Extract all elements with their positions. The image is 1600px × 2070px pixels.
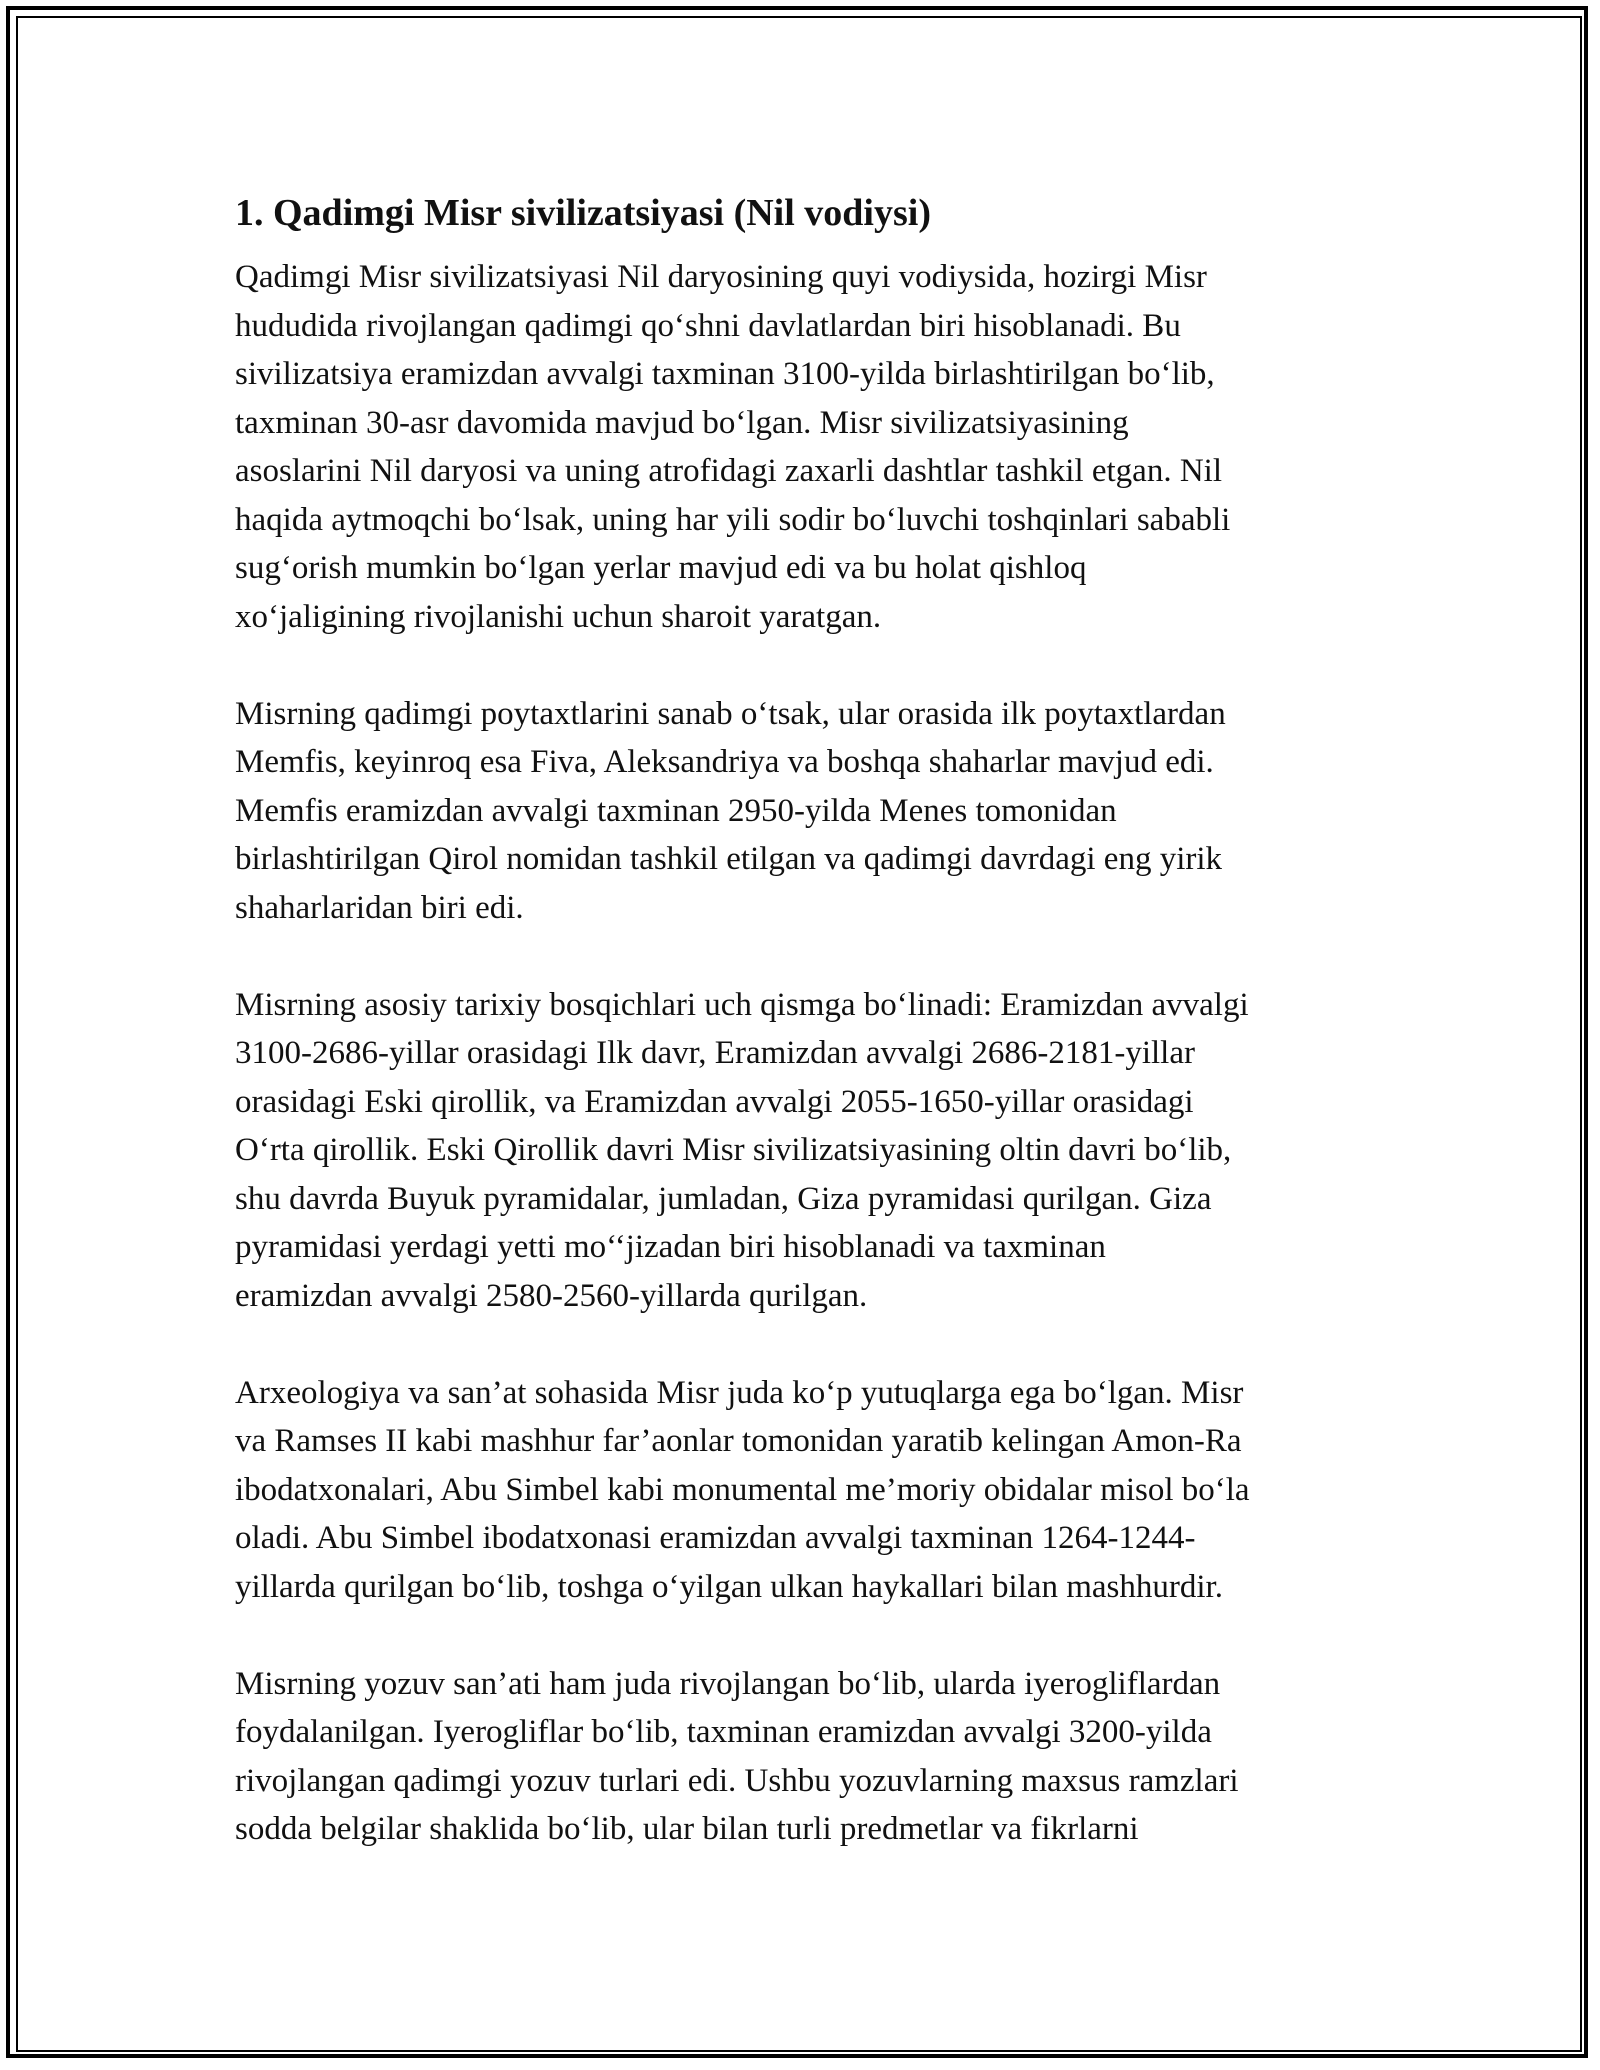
paragraph-nile-civilization: Qadimgi Misr sivilizatsiyasi Nil daryosining quyi vodiysida, hozirgi Misr hududida rivojlangan qadimgi qo‘shni davlatlardan biri hisoblanadi. Bu sivilizatsiya eramizdan avvalgi taxminan 3100-yilda birlashtirilgan bo‘lib, taxminan 30-asr davomida mavjud bo‘lgan. Misr sivilizatsiyasining asoslarini Nil daryosi va uning atrofidagi zaxarli dashtlar tashkil etgan. Nil haqida aytmoqchi bo‘lsak, uning har yili sodir bo‘luvchi toshqinlari sababli sug‘orish mumkin bo‘lgan yerlar mavjud edi va bu holat qishloq xo‘jaligining rivojlanishi uchun sharoit yaratgan. xyxy=(235,259,1231,635)
paragraph-capitals: Misrning qadimgi poytaxtlarini sanab o‘tsak, ular orasida ilk poytaxtlardan Memfis, keyinroq esa Fiva, Aleksandriya va boshqa shaharlar mavjud edi. Memfis eramizdan avvalgi taxminan 2950-yilda Menes tomonidan birlashtirilgan Qirol nomidan tashkil etilgan va qadimgi davrdagi eng yirik shaharlaridan biri edi. xyxy=(235,695,1226,926)
paragraph-historical-stages: Misrning asosiy tarixiy bosqichlari uch qismga bo‘linadi: Eramizdan avvalgi 3100-2686-yillar orasidagi Ilk davr, Eramizdan avvalgi 2686-2181-yillar orasidagi Eski qirollik, va Eramizdan avvalgi 2055-1650-yillar orasidagi O‘rta qirollik. Eski Qirollik davri Misr sivilizatsiyasining oltin davri bo‘lib, shu davrda Buyuk pyramidalar, jumladan, Giza pyramidasi qurilgan. Giza pyramidasi yerdagi yetti mo‘‘jizadan biri hisoblanadi va taxminan eramizdan avvalgi 2580-2560-yillarda qurilgan. xyxy=(235,986,1249,1314)
paragraph-archaeology-art: Arxeologiya va san’at sohasida Misr juda ko‘p yutuqlarga ega bo‘lgan. Misr va Ramses II kabi mashhur far’aonlar tomonidan yaratib kelingan Amon-Ra ibodatxonalari, Abu Simbel kabi monumental me’moriy obidalar misol bo‘la oladi. Abu Simbel ibodatxonasi eramizdan avvalgi taxminan 1264-1244- yillarda qurilgan bo‘lib, toshga o‘yilgan ulkan haykallari bilan mashhurdir. xyxy=(235,1374,1250,1605)
paragraph-writing: Misrning yozuv san’ati ham juda rivojlangan bo‘lib, ularda iyerogliflardan foydalanilgan. Iyerogliflar bo‘lib, taxminan eramizdan avvalgi 3200-yilda rivojlangan qadimgi yozuv turlari edi. Ushbu yozuvlarning maxsus ramzlari sodda belgilar shaklida bo‘lib, ular bilan turli predmetlar va fikrlarni xyxy=(235,1665,1239,1847)
document-body xyxy=(235,185,1375,1902)
section-heading: 1. Qadimgi Misr sivilizatsiyasi (Nil vodiysi) xyxy=(235,192,931,234)
